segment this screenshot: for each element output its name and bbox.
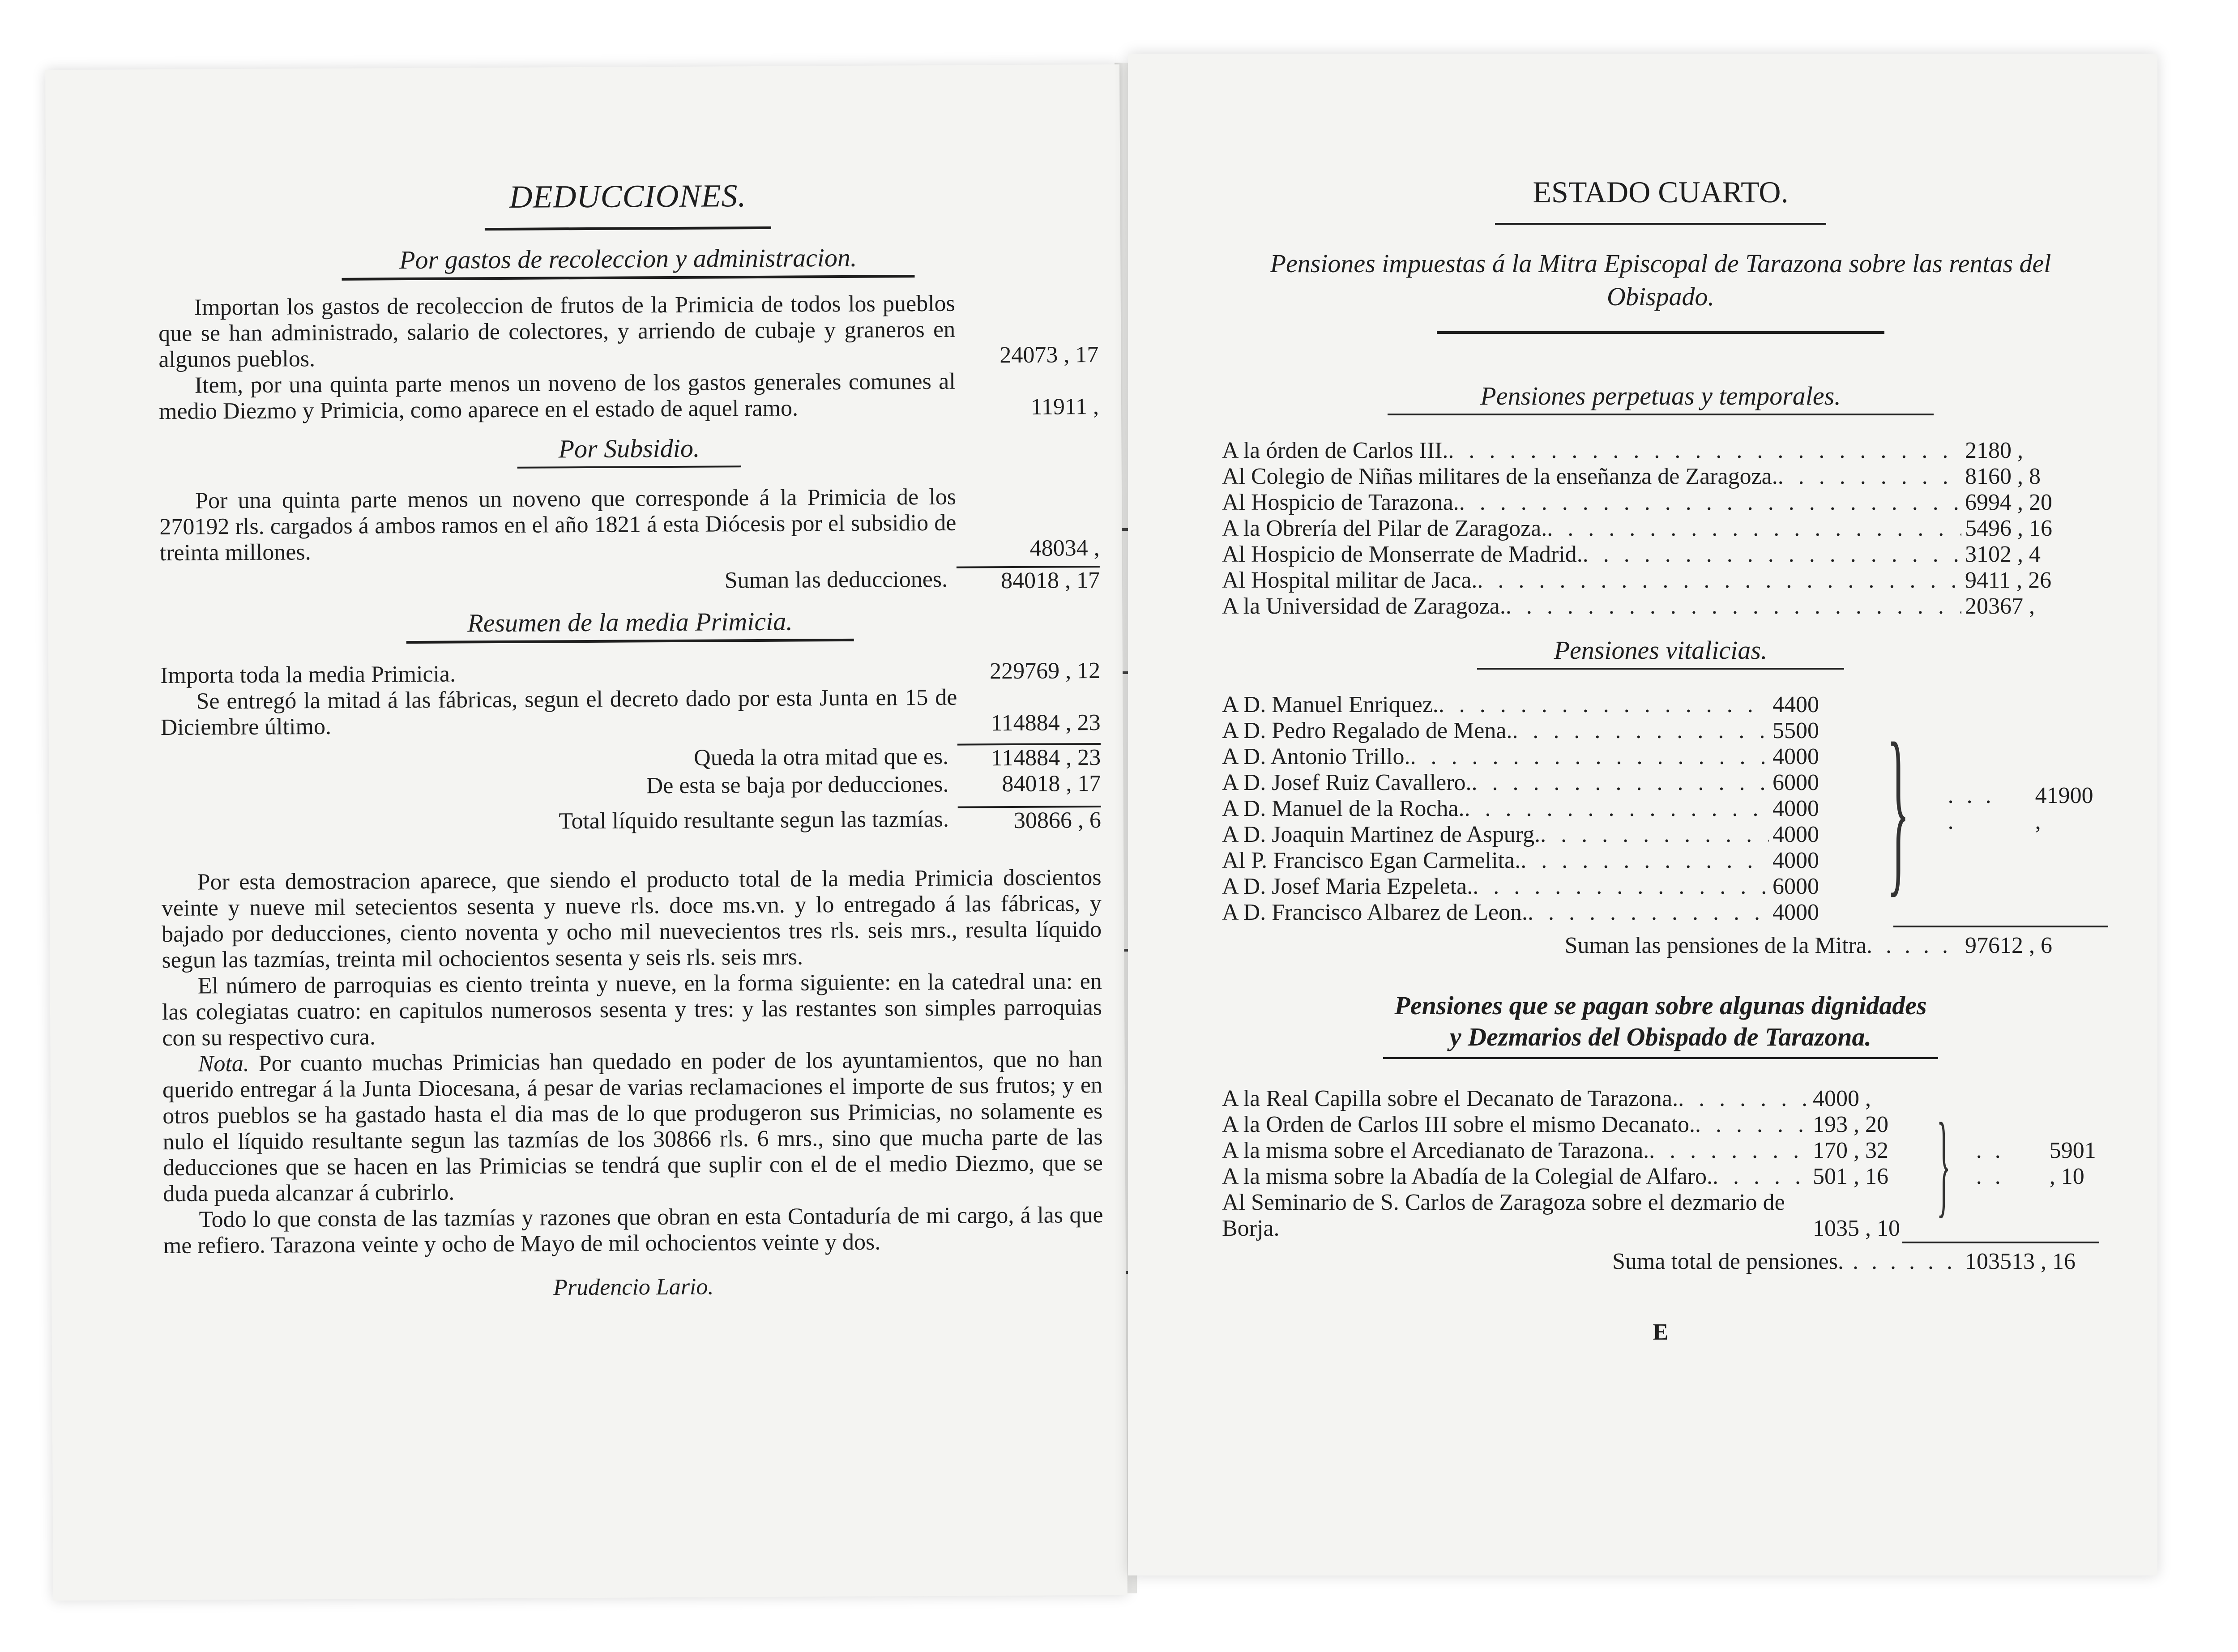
pension-amount: 9411 , 26 <box>1965 568 2052 593</box>
left-page <box>45 64 1128 1601</box>
pension-row <box>1222 822 1849 848</box>
pension-row <box>1222 900 1849 926</box>
signature-mark: E <box>1653 1319 1669 1345</box>
pension-row <box>1222 1190 1911 1242</box>
nota-text: Por cuanto muchas Primicias han quedado en poder de los ayuntamientos, que no han querido entregar á la Junta Diocesana, á pesar de varias reclamaciones el importe de sus frutos; y en otros pueblos se ha gastado hasta el dia mas de lo que produgeron sus Primicias, no solamente es nulo el líquido resultante segun las tazmías de los 30866 rls. 6 mrs., sino que mucha parte de las deducciones que se hacen en las Primicias se tendrá que suplir con el de el medio Diezmo, que se duda pueda alcanzar á cubrirlo. <box>162 1046 1103 1207</box>
vitalicias-list <box>1222 692 1849 926</box>
summary-text: Importa toda la media Primicia. <box>160 661 456 688</box>
body-paragraph: Todo lo que consta de las tazmías y razones que obran en esta Contaduría de mi cargo, á las que me refiero. Tarazona veinte y ocho de Mayo de mil ochocientos veinte y dos. <box>163 1202 1103 1259</box>
section-heading: Pensiones perpetuas y temporales. <box>1480 381 1841 410</box>
pension-row <box>1222 770 1849 796</box>
pension-amount: 6000 <box>1772 770 1819 795</box>
group-total: 41900 , <box>2035 783 2093 834</box>
item-amount: 24073 , 17 <box>999 341 1099 368</box>
brace-leader: . . . . <box>1948 783 1995 834</box>
total-row <box>161 806 1101 838</box>
group-total: 5901 , 10 <box>2049 1138 2096 1189</box>
heading-line: Pensiones que se pagan sobre algunas dignidades <box>1394 991 1927 1020</box>
pension-name: A la Universidad de Zaragoza. <box>1222 593 1506 619</box>
pension-amount: 4000 <box>1772 796 1819 821</box>
sum-amount: 84018 , 17 <box>957 566 1100 594</box>
item-text: Importan los gastos de recoleccion de frutos de la Primicia de todos los pueblos que se han administrado, salario de colectores, y arriendo de cubaje y graneros en algunos pueblos. <box>158 290 956 372</box>
page-title: DEDUCCIONES. <box>509 178 747 215</box>
summary-row <box>161 771 1101 802</box>
summary-row <box>160 684 1101 741</box>
sum-leader: . . . . <box>1886 933 1952 958</box>
pension-name: A D. Josef Maria Ezpeleta. <box>1222 874 1473 899</box>
pension-row <box>1222 1112 1911 1138</box>
page-subtitle: Pensiones impuestas á la Mitra Episcopal de Tarazona sobre las rentas del Obispado. <box>1270 249 2051 311</box>
pension-row <box>1222 1086 1911 1112</box>
section-rule <box>1383 1057 1938 1059</box>
pension-amount: 4000 <box>1772 822 1819 847</box>
pension-name: Al Colegio de Niñas militares de la enseñanza de Zaragoza. <box>1222 464 1778 489</box>
pension-row <box>1222 490 2099 516</box>
pension-amount: 1035 , 10 <box>1813 1216 1900 1241</box>
pension-name: A D. Manuel Enriquez. <box>1222 692 1439 717</box>
pension-name: Al Seminario de S. Carlos de Zaragoza sobre el dezmario de Borja. <box>1222 1190 1785 1241</box>
summary-row <box>161 743 1101 776</box>
heading-line: y Dezmarios del Obispado de Tarazona. <box>1450 1022 1871 1051</box>
summary-amount: 114884 , 23 <box>957 743 1101 772</box>
deduction-item <box>159 368 1099 425</box>
pension-name: A la órden de Carlos III. <box>1222 438 1448 463</box>
total-label: Suma total de pensiones. <box>1612 1249 1844 1274</box>
total-amount: 30866 , 6 <box>958 806 1101 834</box>
total-row <box>1222 1249 2099 1275</box>
pension-amount: 193 , 20 <box>1813 1112 1888 1137</box>
pension-amount: 6000 <box>1772 874 1819 899</box>
pension-name: A D. Pedro Regalado de Mena. <box>1222 718 1512 743</box>
pension-name: A D. Antonio Trillo. <box>1222 744 1410 769</box>
pension-name: A D. Manuel de la Rocha. <box>1222 796 1465 821</box>
deduction-item <box>158 290 1099 373</box>
right-brace: } <box>1936 1099 1951 1228</box>
pension-row <box>1222 1138 1911 1164</box>
pension-amount: 4400 <box>1772 692 1819 717</box>
sum-label: Suman las deducciones. <box>724 566 948 593</box>
section-heading: Por gastos de recoleccion y administracion. <box>399 243 857 275</box>
pension-name: A la misma sobre el Arcedianato de Tarazona. <box>1222 1138 1649 1163</box>
section-rule <box>406 639 854 644</box>
pension-amount: 5500 <box>1772 718 1819 743</box>
pension-row <box>1222 744 1849 770</box>
item-amount: 48034 , <box>1029 535 1100 561</box>
dignidades-list <box>1222 1086 1911 1242</box>
pension-name: A la Real Capilla sobre el Decanato de Tarazona. <box>1222 1086 1678 1111</box>
right-brace: } <box>1887 704 1909 913</box>
pension-row <box>1222 464 2099 490</box>
summary-amount: 84018 , 17 <box>1002 770 1101 797</box>
sum-rule <box>1893 926 2108 927</box>
right-page <box>1128 54 2157 1575</box>
pension-name: A la Orden de Carlos III sobre el mismo Decanato. <box>1222 1112 1696 1137</box>
pension-row <box>1222 718 1849 744</box>
nota-label: Nota. <box>198 1050 249 1077</box>
body-paragraph <box>162 1046 1103 1207</box>
pension-name: Al Hospicio de Monserrate de Madrid. <box>1222 542 1583 567</box>
pension-amount: 20367 , <box>1965 593 2035 619</box>
sum-row <box>1222 933 2099 959</box>
body-paragraph: Por esta demostracion aparece, que siendo el producto total de la media Primicia doscientos veinte y nueve mil setecientos sesenta y nueve rls. doce ms.vn. y lo entregado á las fábricas, y bajado por deducciones, ciento noventa y ocho mil nuevecientos tres rls. seis mrs., resulta líquido segun las tazmías, treinta mil ochocientos sesenta y seis rls. seis mrs. <box>161 864 1102 973</box>
summary-amount: 114884 , 23 <box>991 709 1101 736</box>
pension-name: A la misma sobre la Abadía de la Colegial de Alfaro. <box>1222 1164 1713 1189</box>
pension-name: Al Hospicio de Tarazona. <box>1222 490 1459 515</box>
item-amount: 11911 , <box>1030 393 1099 420</box>
summary-text: De esta se baja por deducciones. <box>646 771 949 799</box>
pension-row <box>1222 542 2099 568</box>
page-title: ESTADO CUARTO. <box>1533 175 1789 209</box>
total-leader: . . . . . . <box>1853 1249 1956 1274</box>
pension-row <box>1222 796 1849 822</box>
pension-row <box>1222 692 1849 718</box>
pension-row <box>1222 874 1849 900</box>
pension-amount: 4000 <box>1772 848 1819 873</box>
pension-name: A D. Francisco Albarez de Leon. <box>1222 900 1528 925</box>
sum-amount: 97612 , 6 <box>1965 933 2052 958</box>
sum-row <box>160 566 1100 598</box>
pension-amount: 501 , 16 <box>1813 1164 1888 1189</box>
pension-amount: 6994 , 20 <box>1965 490 2052 515</box>
pension-amount: 170 , 32 <box>1813 1138 1888 1163</box>
pension-row <box>1222 593 2099 619</box>
section-heading: Resumen de la media Primicia. <box>467 606 793 638</box>
deduction-item <box>159 483 1100 566</box>
pension-name: A la Obrería del Pilar de Zaragoza. <box>1222 516 1547 541</box>
item-text: Por una quinta parte menos un noveno que corresponde á la Primicia de los 270192 rls. cargados á ambos ramos en el año 1821 á esta Diócesis por el subsidio de treinta millones. <box>159 484 957 566</box>
sum-rule <box>1902 1242 2099 1243</box>
summary-text: Queda la otra mitad que es. <box>694 743 949 771</box>
section-heading <box>1222 990 2099 1053</box>
section-rule <box>517 465 741 469</box>
pension-amount: 4000 <box>1772 900 1819 925</box>
pension-amount: 3102 , 4 <box>1965 542 2041 567</box>
signature: Prudencio Lario. <box>553 1274 714 1301</box>
total-amount: 103513 , 16 <box>1965 1249 2076 1274</box>
pension-amount: 2180 , <box>1965 438 2023 463</box>
pension-row <box>1222 438 2099 464</box>
pension-amount: 8160 , 8 <box>1965 464 2041 489</box>
section-rule <box>342 275 915 281</box>
section-rule <box>1388 414 1934 415</box>
pension-row <box>1222 848 1849 874</box>
section-heading: Pensiones vitalicias. <box>1554 636 1768 665</box>
dignidades-group <box>1222 1086 2099 1242</box>
sum-label: Suman las pensiones de la Mitra. <box>1564 933 1872 958</box>
section-heading: Por Subsidio. <box>558 433 700 464</box>
pension-amount: 4000 , <box>1813 1086 1871 1111</box>
summary-amount: 229769 , 12 <box>989 657 1101 684</box>
pension-row <box>1222 1164 1911 1190</box>
pension-row <box>1222 568 2099 593</box>
title-rule <box>1495 223 1826 225</box>
total-label: Total líquido resultante segun las tazmías. <box>559 806 949 834</box>
section-rule <box>1477 668 1844 670</box>
perpetuas-list <box>1222 438 2099 619</box>
title-rule <box>485 226 771 231</box>
pension-name: Al P. Francisco Egan Carmelita. <box>1222 848 1521 873</box>
pension-amount: 4000 <box>1772 744 1819 769</box>
item-text: Item, por una quinta parte menos un noveno de los gastos generales comunes al medio Diezmo y Primicia, como aparece en el estado de aquel ramo. <box>158 368 956 424</box>
body-paragraph: El número de parroquias es ciento treinta y nueve, en la forma siguiente: en la catedral una: en las colegiatas cuatro: en capitulos numerosos sesenta y tres: y las restantes son simples parroquias con su respectivo cura. <box>162 968 1102 1051</box>
summary-text: Se entregó la mitad á las fábricas, segun el decreto dado por esta Junta en 15 de Diciembre último. <box>160 684 957 740</box>
vitalicias-group <box>1222 692 2099 926</box>
pension-name: Al Hospital militar de Jaca. <box>1222 568 1478 593</box>
pension-amount: 5496 , 16 <box>1965 516 2052 541</box>
summary-row <box>160 658 1100 689</box>
pension-name: A D. Joaquin Martinez de Aspurg. <box>1222 822 1541 847</box>
brace-leader: . . . . <box>1976 1138 2004 1189</box>
subtitle-rule <box>1437 331 1884 334</box>
pension-name: A D. Josef Ruiz Cavallero. <box>1222 770 1472 795</box>
pension-row <box>1222 516 2099 542</box>
